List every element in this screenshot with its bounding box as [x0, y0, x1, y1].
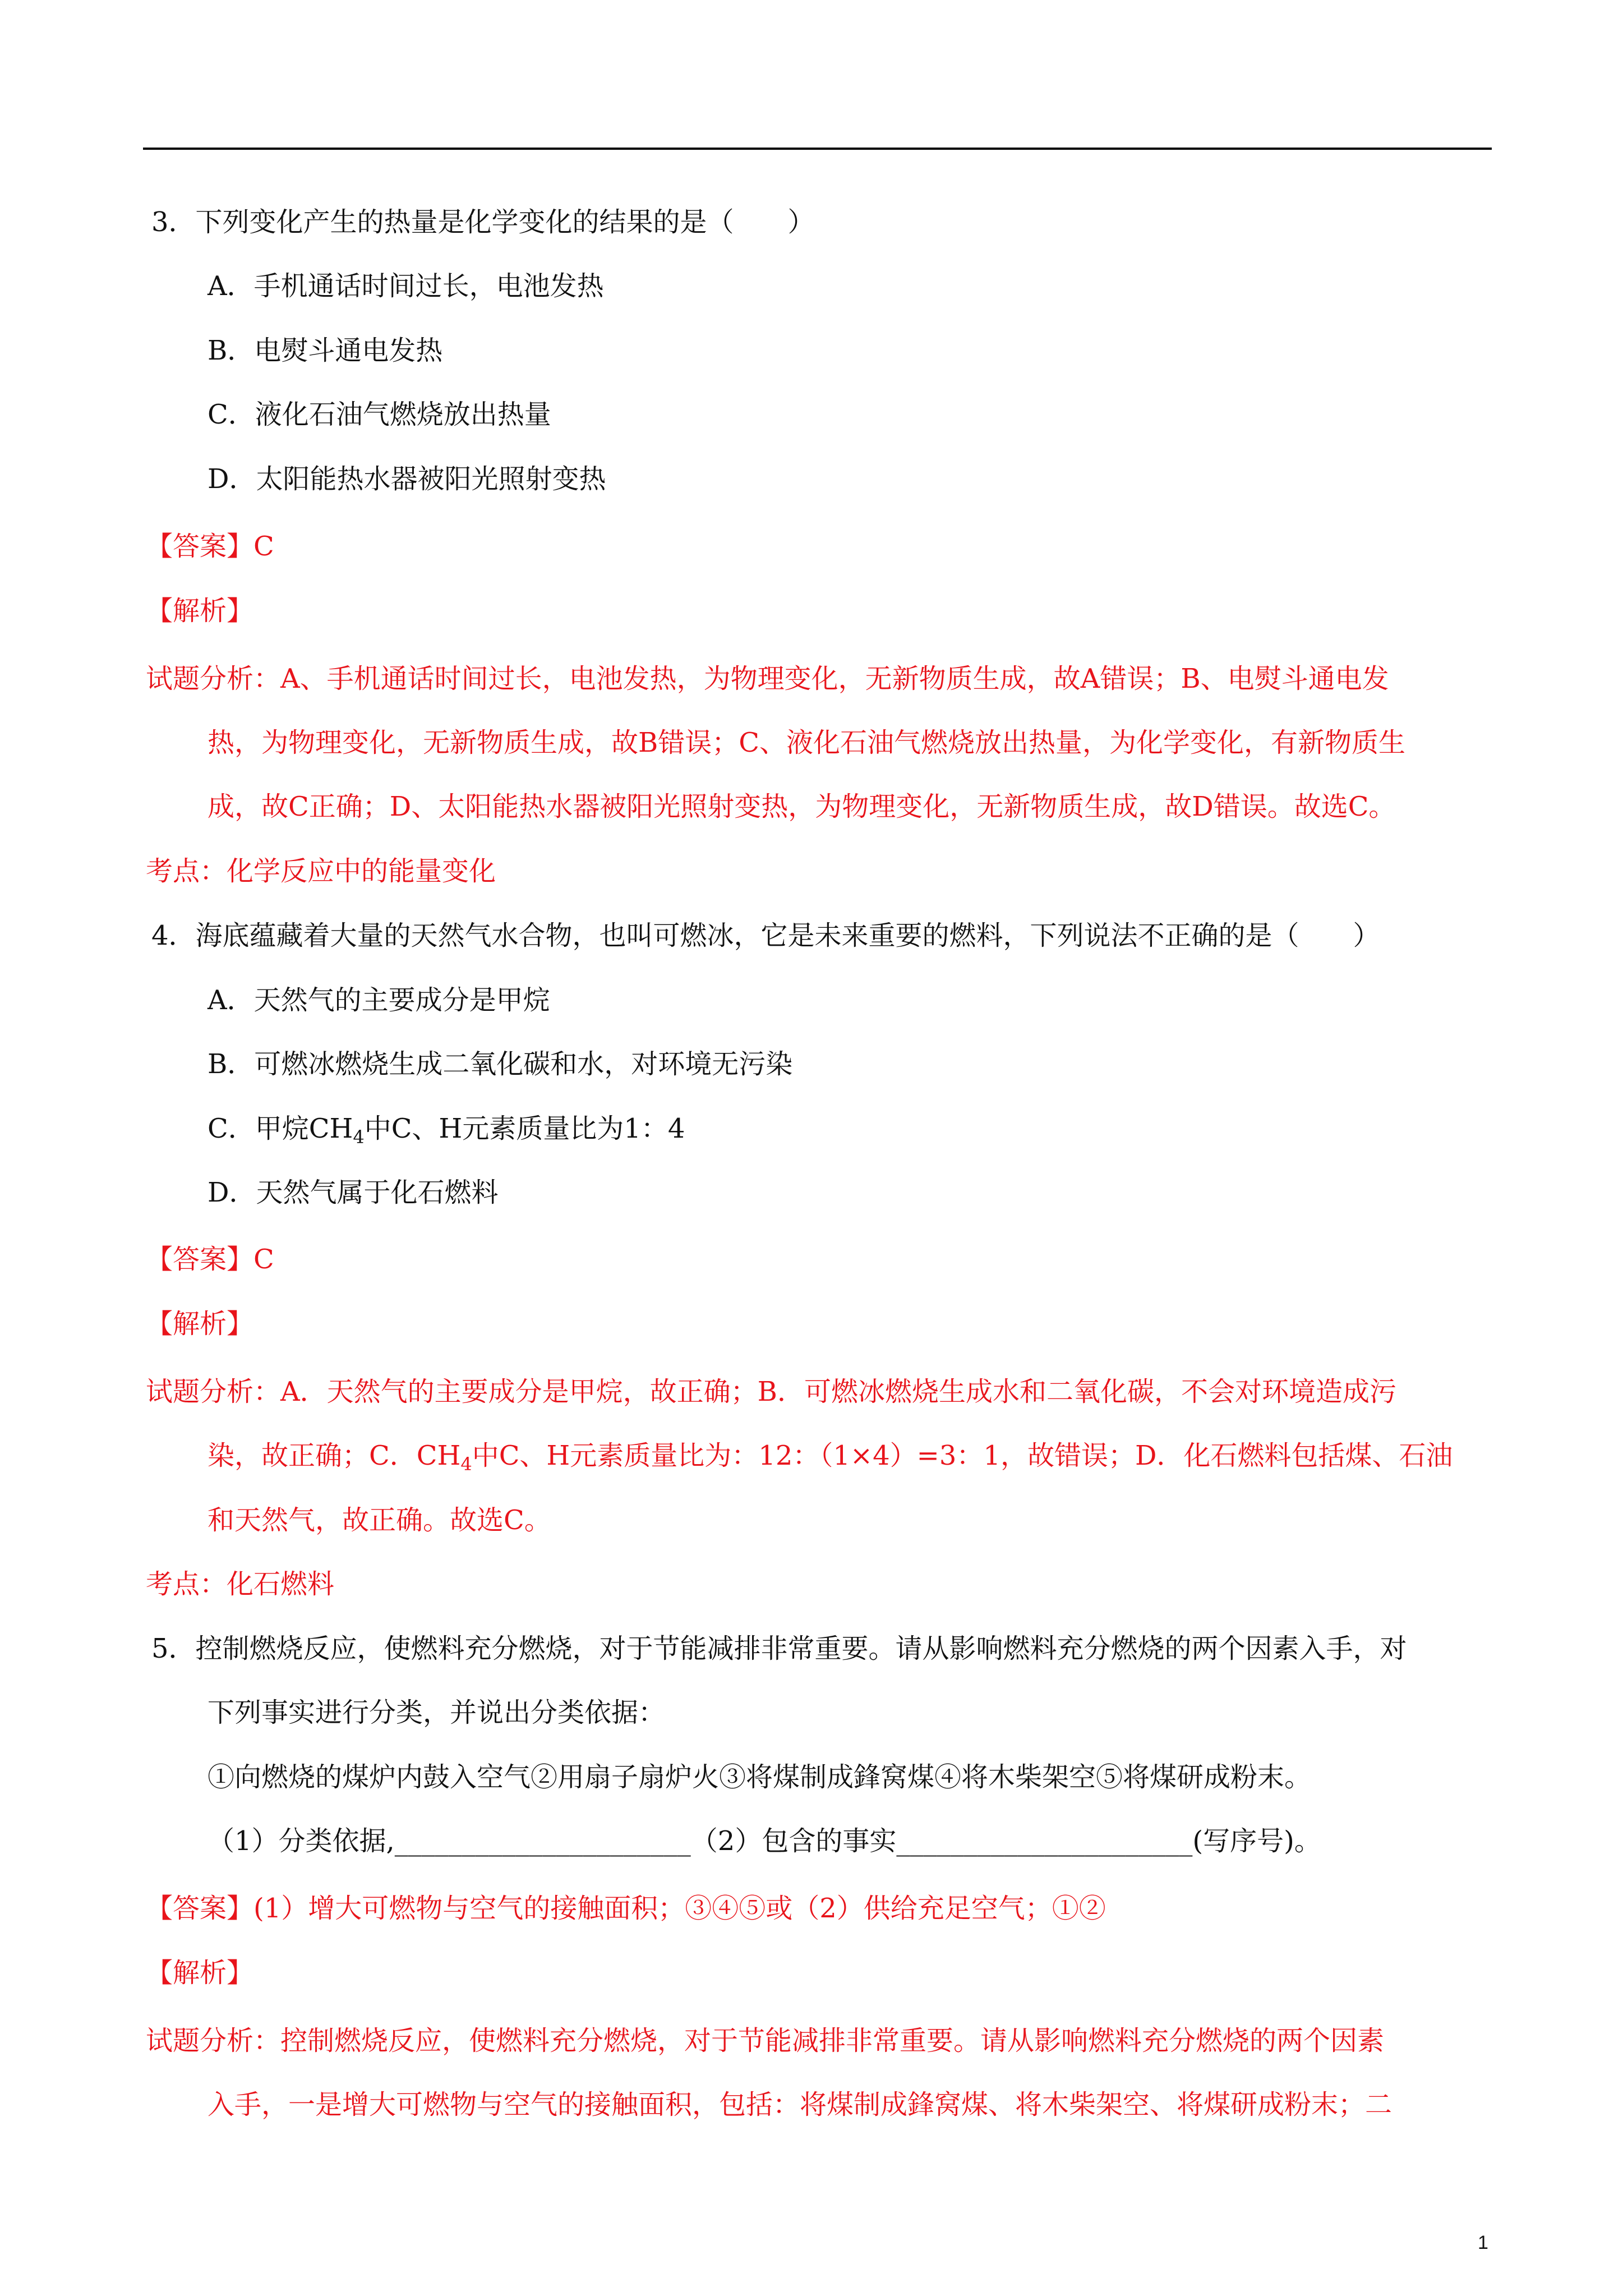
q4-analysis-line2	[208, 1439, 1453, 1473]
q4-analysis-subscript: 4	[460, 1453, 472, 1475]
q4-analysis-line3: 和天然气，故正确。故选C。	[208, 1504, 551, 1536]
header-rule	[143, 148, 1492, 150]
q5-jiexi-heading: 【解析】	[146, 1957, 254, 1989]
q3-option-a: A．手机通话时间过长，电池发热	[208, 270, 604, 302]
q5-analysis-line2: 入手，一是增大可燃物与空气的接触面积，包括：将煤制成鋒窝煤、将木柴架空、将煤研成粉末；二	[208, 2089, 1393, 2120]
q4-option-c-post: 中C、H元素质量比为1：4	[364, 1113, 685, 1144]
q4-analysis-line2-post: 中C、H元素质量比为：12：（1×4）=3：1，故错误；D．化石燃料包括煤、石油	[472, 1440, 1453, 1471]
q3-option-c: C．液化石油气燃烧放出热量	[208, 399, 551, 430]
q5-answer: 【答案】(1）增大可燃物与空气的接触面积；③④⑤或（2）供给充足空气；①②	[146, 1893, 1106, 1924]
q4-option-b: B．可燃冰燃烧生成二氧化碳和水，对环境无污染	[208, 1048, 793, 1080]
q4-option-d: D．天然气属于化石燃料	[208, 1177, 499, 1208]
q4-option-c-subscript: 4	[353, 1126, 365, 1148]
q3-option-d: D．太阳能热水器被阳光照射变热	[208, 463, 606, 495]
q3-analysis-line3: 成，故C正确；D、太阳能热水器被阳光照射变热，为物理变化，无新物质生成，故D错误。故选C。	[208, 791, 1396, 822]
q3-answer: 【答案】C	[146, 531, 274, 562]
q3-analysis-line2: 热，为物理变化，无新物质生成，故B错误；C、液化石油气燃烧放出热量，为化学变化，有新物质生	[208, 727, 1406, 758]
q4-jiexi-heading: 【解析】	[146, 1308, 254, 1340]
q5-stem-line2: 下列事实进行分类，并说出分类依据：	[208, 1697, 666, 1728]
q4-answer: 【答案】C	[146, 1244, 274, 1275]
q4-option-c-pre: C．甲烷CH	[208, 1113, 353, 1144]
q4-option-a: A．天然气的主要成分是甲烷	[208, 984, 550, 1016]
q4-analysis-line2-pre: 染，故正确；C．CH	[208, 1440, 461, 1471]
q3-kaodian: 考点：化学反应中的能量变化	[146, 855, 496, 887]
q4-analysis-line1: 试题分析：A．天然气的主要成分是甲烷，故正确；B．可燃冰燃烧生成水和二氧化碳，不会对环境造成污	[146, 1376, 1396, 1407]
q5-facts: ①向燃烧的煤炉内鼓入空气②用扇子扇炉火③将煤制成鋒窝煤④将木柴架空⑤将煤研成粉末。	[208, 1761, 1312, 1793]
q3-jiexi-heading: 【解析】	[146, 595, 254, 627]
q3-option-b: B．电熨斗通电发热	[208, 335, 443, 366]
q4-kaodian: 考点：化石燃料	[146, 1568, 335, 1600]
q4-option-c	[208, 1112, 685, 1148]
q3-stem: 3．下列变化产生的热量是化学变化的结果的是（ ）	[151, 206, 815, 238]
q5-stem-line1: 5．控制燃烧反应，使燃料充分燃烧，对于节能减排非常重要。请从影响燃料充分燃烧的两个因素入手，对	[151, 1633, 1407, 1664]
q5-fill-blanks: （1）分类依据,______________________（2）包含的事实______________________(写序号)。	[208, 1825, 1321, 1857]
page-number: 1	[1478, 2232, 1488, 2253]
q5-analysis-line1: 试题分析：控制燃烧反应，使燃料充分燃烧，对于节能减排非常重要。请从影响燃料充分燃烧的两个因素	[146, 2025, 1385, 2056]
q4-stem: 4．海底蕴藏着大量的天然气水合物，也叫可燃冰，它是未来重要的燃料，下列说法不正确的是（ ）	[151, 920, 1380, 951]
q3-analysis-line1: 试题分析：A、手机通话时间过长，电池发热，为物理变化，无新物质生成，故A错误；B、电熨斗通电发	[146, 663, 1389, 694]
